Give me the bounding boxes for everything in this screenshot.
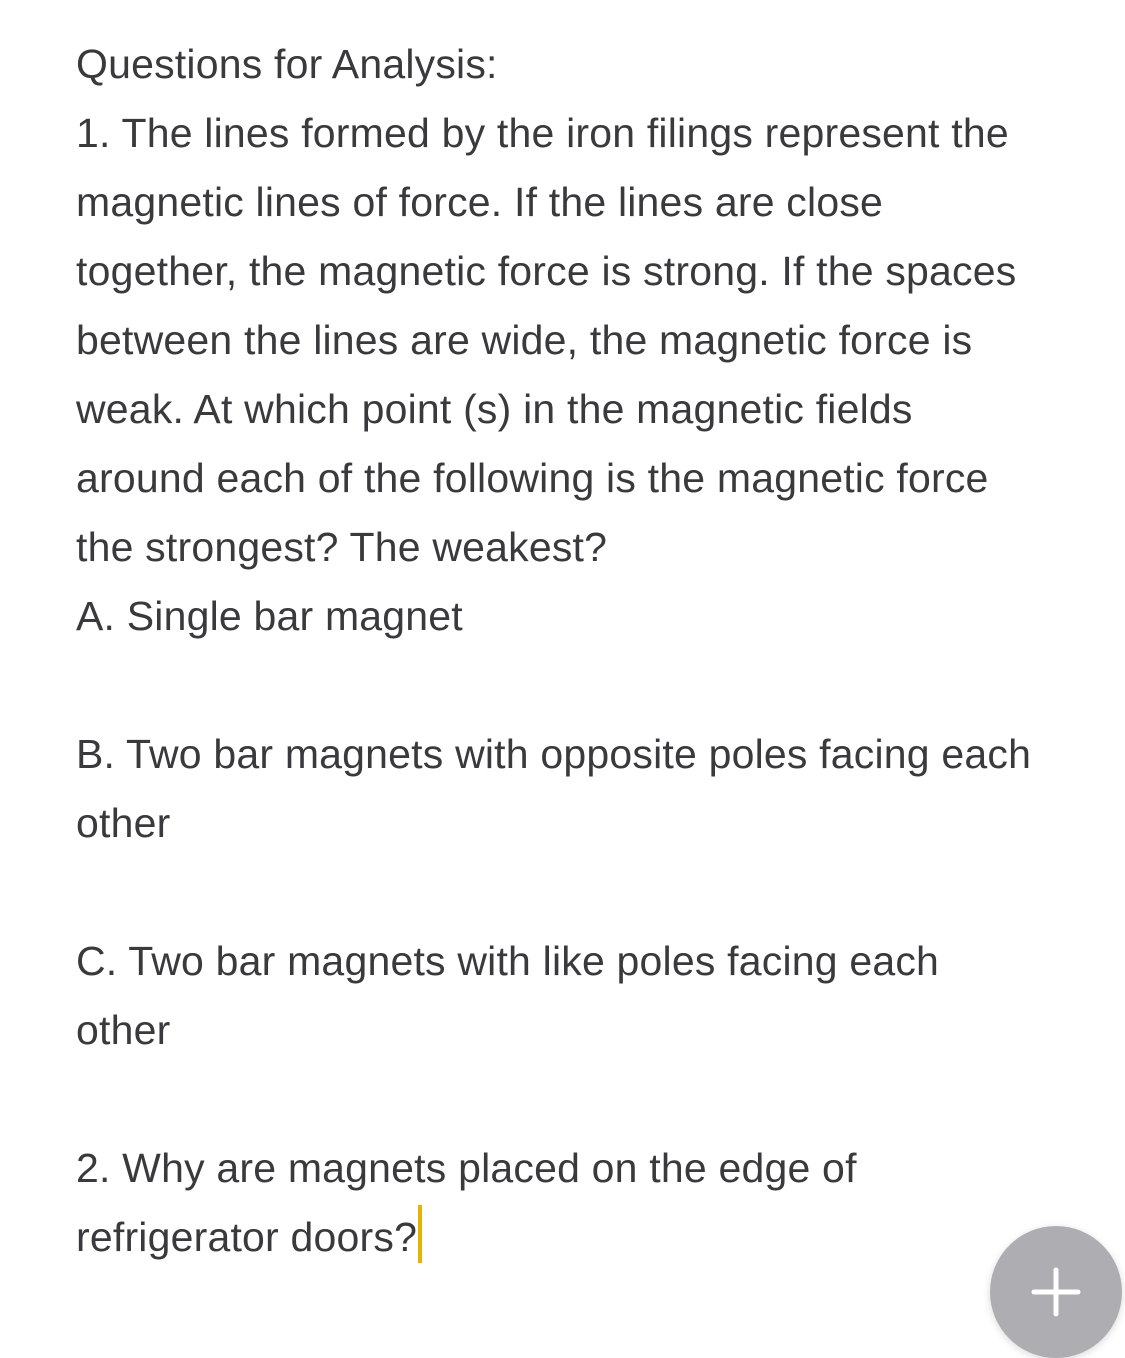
note-line-option-c: C. Two bar magnets with like poles facing each: [76, 938, 940, 984]
blank-line: [76, 1065, 1116, 1134]
note-line-last: [76, 1203, 1116, 1272]
note-heading: Questions for Analysis:: [76, 41, 498, 87]
note-line-question-2: 2. Why are magnets placed on the edge of: [76, 1145, 857, 1191]
note-line-last-text: refrigerator doors?: [76, 1214, 418, 1260]
note-line-option-b: B. Two bar magnets with opposite poles facing each: [76, 731, 1032, 777]
note-line: weak. At which point (s) in the magnetic fields: [76, 386, 913, 432]
note-line: other: [76, 800, 171, 846]
text-caret: [418, 1205, 422, 1263]
note-line: magnetic lines of force. If the lines are close: [76, 179, 884, 225]
note-line: other: [76, 1007, 171, 1053]
note-line: between the lines are wide, the magnetic force is: [76, 317, 973, 363]
note-line: the strongest? The weakest?: [76, 524, 608, 570]
add-button[interactable]: [990, 1226, 1122, 1358]
note-line-option-a: A. Single bar magnet: [76, 593, 463, 639]
blank-line: [76, 651, 1116, 720]
note-editor[interactable]: [76, 30, 1116, 1272]
plus-icon: [1030, 1266, 1082, 1318]
blank-line: [76, 858, 1116, 927]
note-line: around each of the following is the magnetic force: [76, 455, 989, 501]
note-line: 1. The lines formed by the iron filings represent the: [76, 110, 1009, 156]
note-line: together, the magnetic force is strong. If the spaces: [76, 248, 1017, 294]
